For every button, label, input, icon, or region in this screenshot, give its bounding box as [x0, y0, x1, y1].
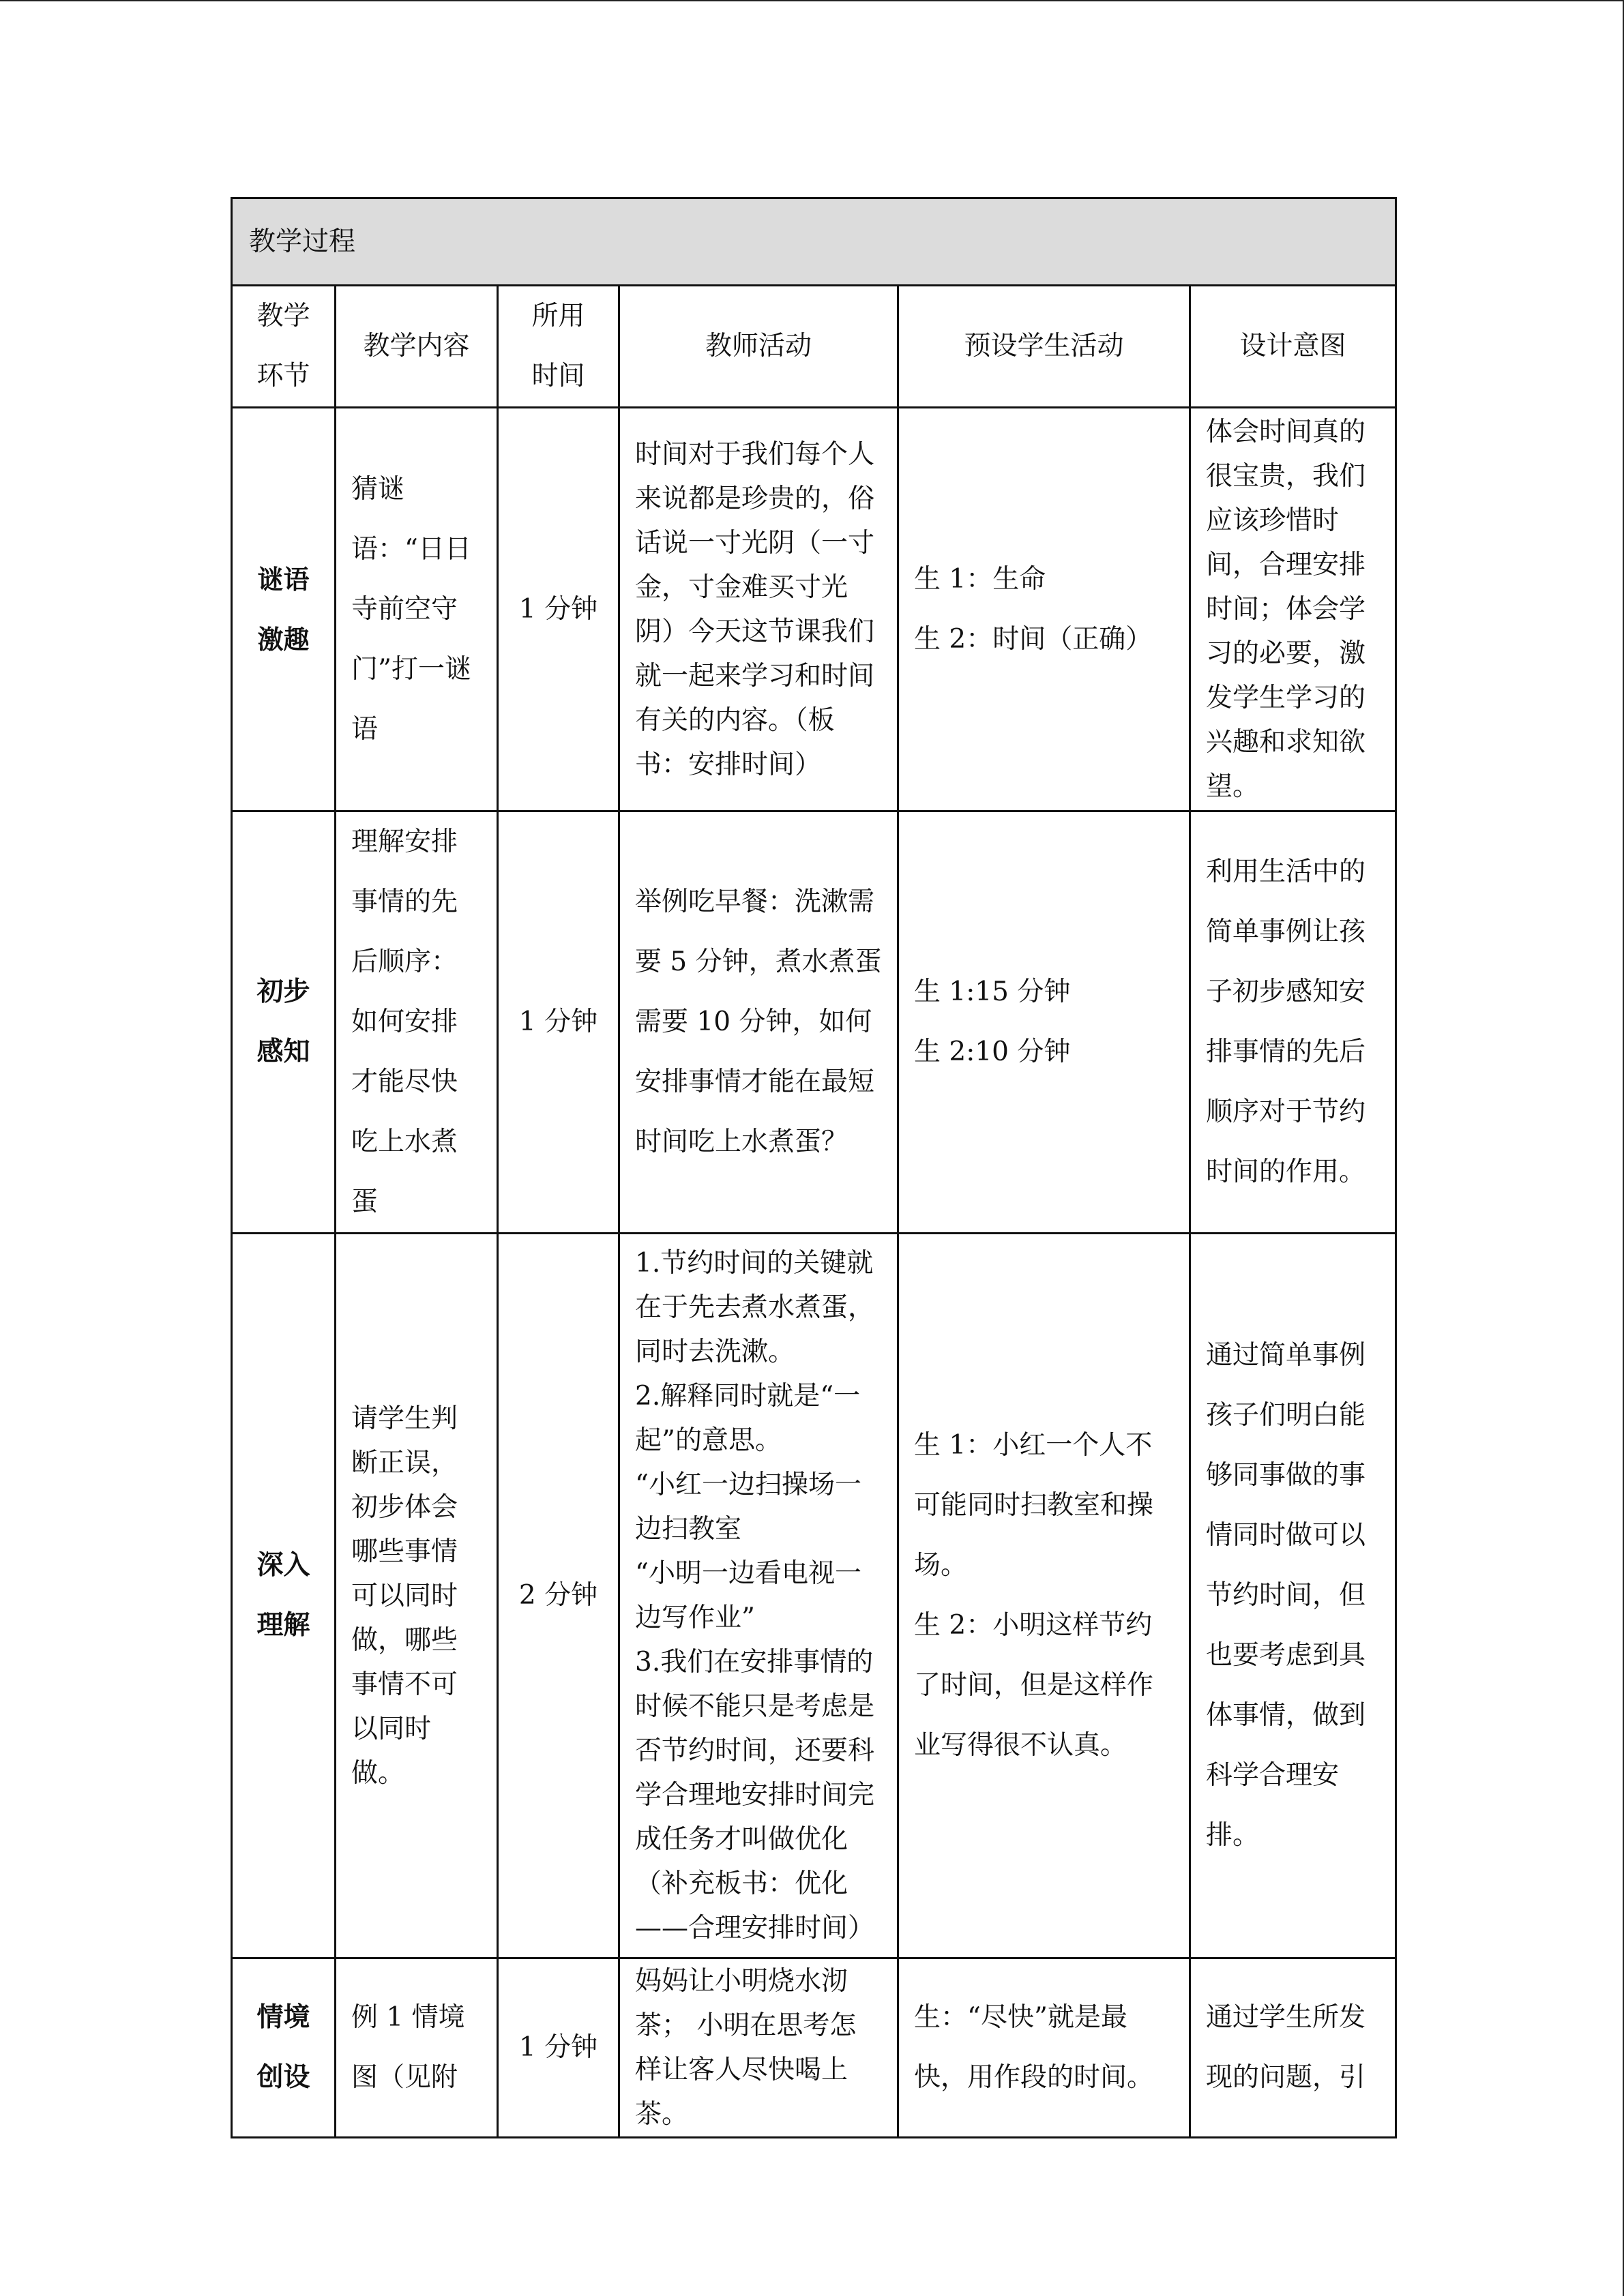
stage-line2: 激趣 — [257, 624, 310, 655]
teaching-process-table — [231, 197, 1397, 2138]
time-cell: 1 分钟 — [498, 408, 619, 811]
student-cell: 生：“尽快”就是最快，用作段的时间。 — [898, 1958, 1190, 2138]
student-line1: 生 1:15 分钟 — [914, 976, 1071, 1007]
student-line1: 生 1：小红一个人不可能同时扫教室和操场。 — [914, 1430, 1154, 1581]
teacher-cell: 时间对于我们每个人来说都是珍贵的，俗话说一寸光阴（一寸金，寸金难买寸光阴）今天这节课我们就一起来学习和时间有关的内容。（板书：安排时间） — [619, 408, 898, 811]
student-cell — [898, 811, 1190, 1234]
header-content: 教学内容 — [336, 286, 498, 408]
content-cell: 猜谜语：“日日寺前空守门”打一谜语 — [336, 408, 498, 811]
header-teacher: 教师活动 — [619, 286, 898, 408]
student-line1: 生 1：生命 — [914, 563, 1046, 595]
student-line2: 生 2:10 分钟 — [914, 1037, 1071, 1067]
intent-cell: 通过学生所发现的问题，引 — [1190, 1958, 1396, 2138]
header-stage — [232, 286, 336, 408]
table-row — [232, 1234, 1396, 1958]
stage-line2: 感知 — [256, 1037, 310, 1067]
table-row — [232, 811, 1396, 1234]
stage-cell — [232, 811, 336, 1234]
table-row — [232, 1958, 1396, 2138]
header-row — [232, 286, 1396, 408]
header-stage-line2: 环节 — [256, 361, 310, 391]
table-row — [232, 408, 1396, 811]
stage-line1: 深入 — [256, 1550, 310, 1581]
header-student: 预设学生活动 — [898, 286, 1190, 408]
time-cell: 1 分钟 — [498, 811, 619, 1234]
content-cell: 请学生判断正误，初步体会哪些事情可以同时做，哪些事情不可以同时做。 — [336, 1234, 498, 1958]
header-time-line1: 所用 — [531, 301, 585, 331]
student-cell — [898, 1234, 1190, 1958]
stage-line2: 理解 — [256, 1610, 310, 1641]
teacher-point-5: 3.我们在安排事情的时候不能只是考虑是否节约时间，还要科学合理地安排时间完成任务才叫做优化（补充板书：优化——合理安排时间） — [635, 1647, 875, 1943]
intent-cell: 利用生活中的简单事例让孩子初步感知安排事情的先后顺序对于节约时间的作用。 — [1190, 811, 1396, 1234]
intent-cell: 体会时间真的很宝贵，我们应该珍惜时间，合理安排时间；体会学习的必要，激发学生学习的兴趣和求知欲望。 — [1190, 408, 1396, 811]
stage-cell — [232, 408, 336, 811]
student-cell — [898, 408, 1190, 811]
stage-line1: 初步 — [256, 976, 310, 1007]
intent-cell: 通过简单事例孩子们明白能够同事做的事情同时做可以节约时间，但也要考虑到具体事情，做到科学合理安排。 — [1190, 1234, 1396, 1958]
stage-line1: 谜语 — [257, 564, 310, 595]
stage-cell — [232, 1234, 336, 1958]
stage-cell — [232, 1958, 336, 2138]
teacher-cell: 举例吃早餐：洗漱需要 5 分钟，煮水煮蛋需要 10 分钟，如何安排事情才能在最短时间吃上水煮蛋？ — [619, 811, 898, 1234]
header-time-line2: 时间 — [531, 361, 585, 391]
teacher-point-1: 1.节约时间的关键就在于先去煮水煮蛋，同时去洗漱。 — [635, 1248, 875, 1367]
teacher-point-2: 2.解释同时就是“一起”的意思。 — [635, 1381, 861, 1456]
teacher-cell: 妈妈让小明烧水沏茶； 小明在思考怎样让客人尽快喝上茶。 — [619, 1958, 898, 2138]
header-intent: 设计意图 — [1190, 286, 1396, 408]
header-stage-line1: 教学 — [256, 301, 310, 331]
content-cell: 理解安排事情的先后顺序：如何安排才能尽快吃上水煮蛋 — [336, 811, 498, 1234]
stage-line2: 创设 — [256, 2062, 310, 2093]
time-cell: 2 分钟 — [498, 1234, 619, 1958]
time-cell: 1 分钟 — [498, 1958, 619, 2138]
teacher-cell — [619, 1234, 898, 1958]
student-line2: 生 2：时间（正确） — [914, 623, 1153, 655]
content-cell: 例 1 情境图（见附 — [336, 1958, 498, 2138]
table-title: 教学过程 — [232, 198, 1396, 286]
stage-line1: 情境 — [256, 2002, 310, 2033]
teacher-point-3: “小红一边扫操场一边扫教室 — [635, 1470, 861, 1545]
teacher-point-4: “小明一边看电视一边写作业” — [635, 1558, 861, 1633]
student-line2: 生 2：小明这样节约了时间，但是这样作业写得很不认真。 — [914, 1610, 1154, 1761]
header-time — [498, 286, 619, 408]
